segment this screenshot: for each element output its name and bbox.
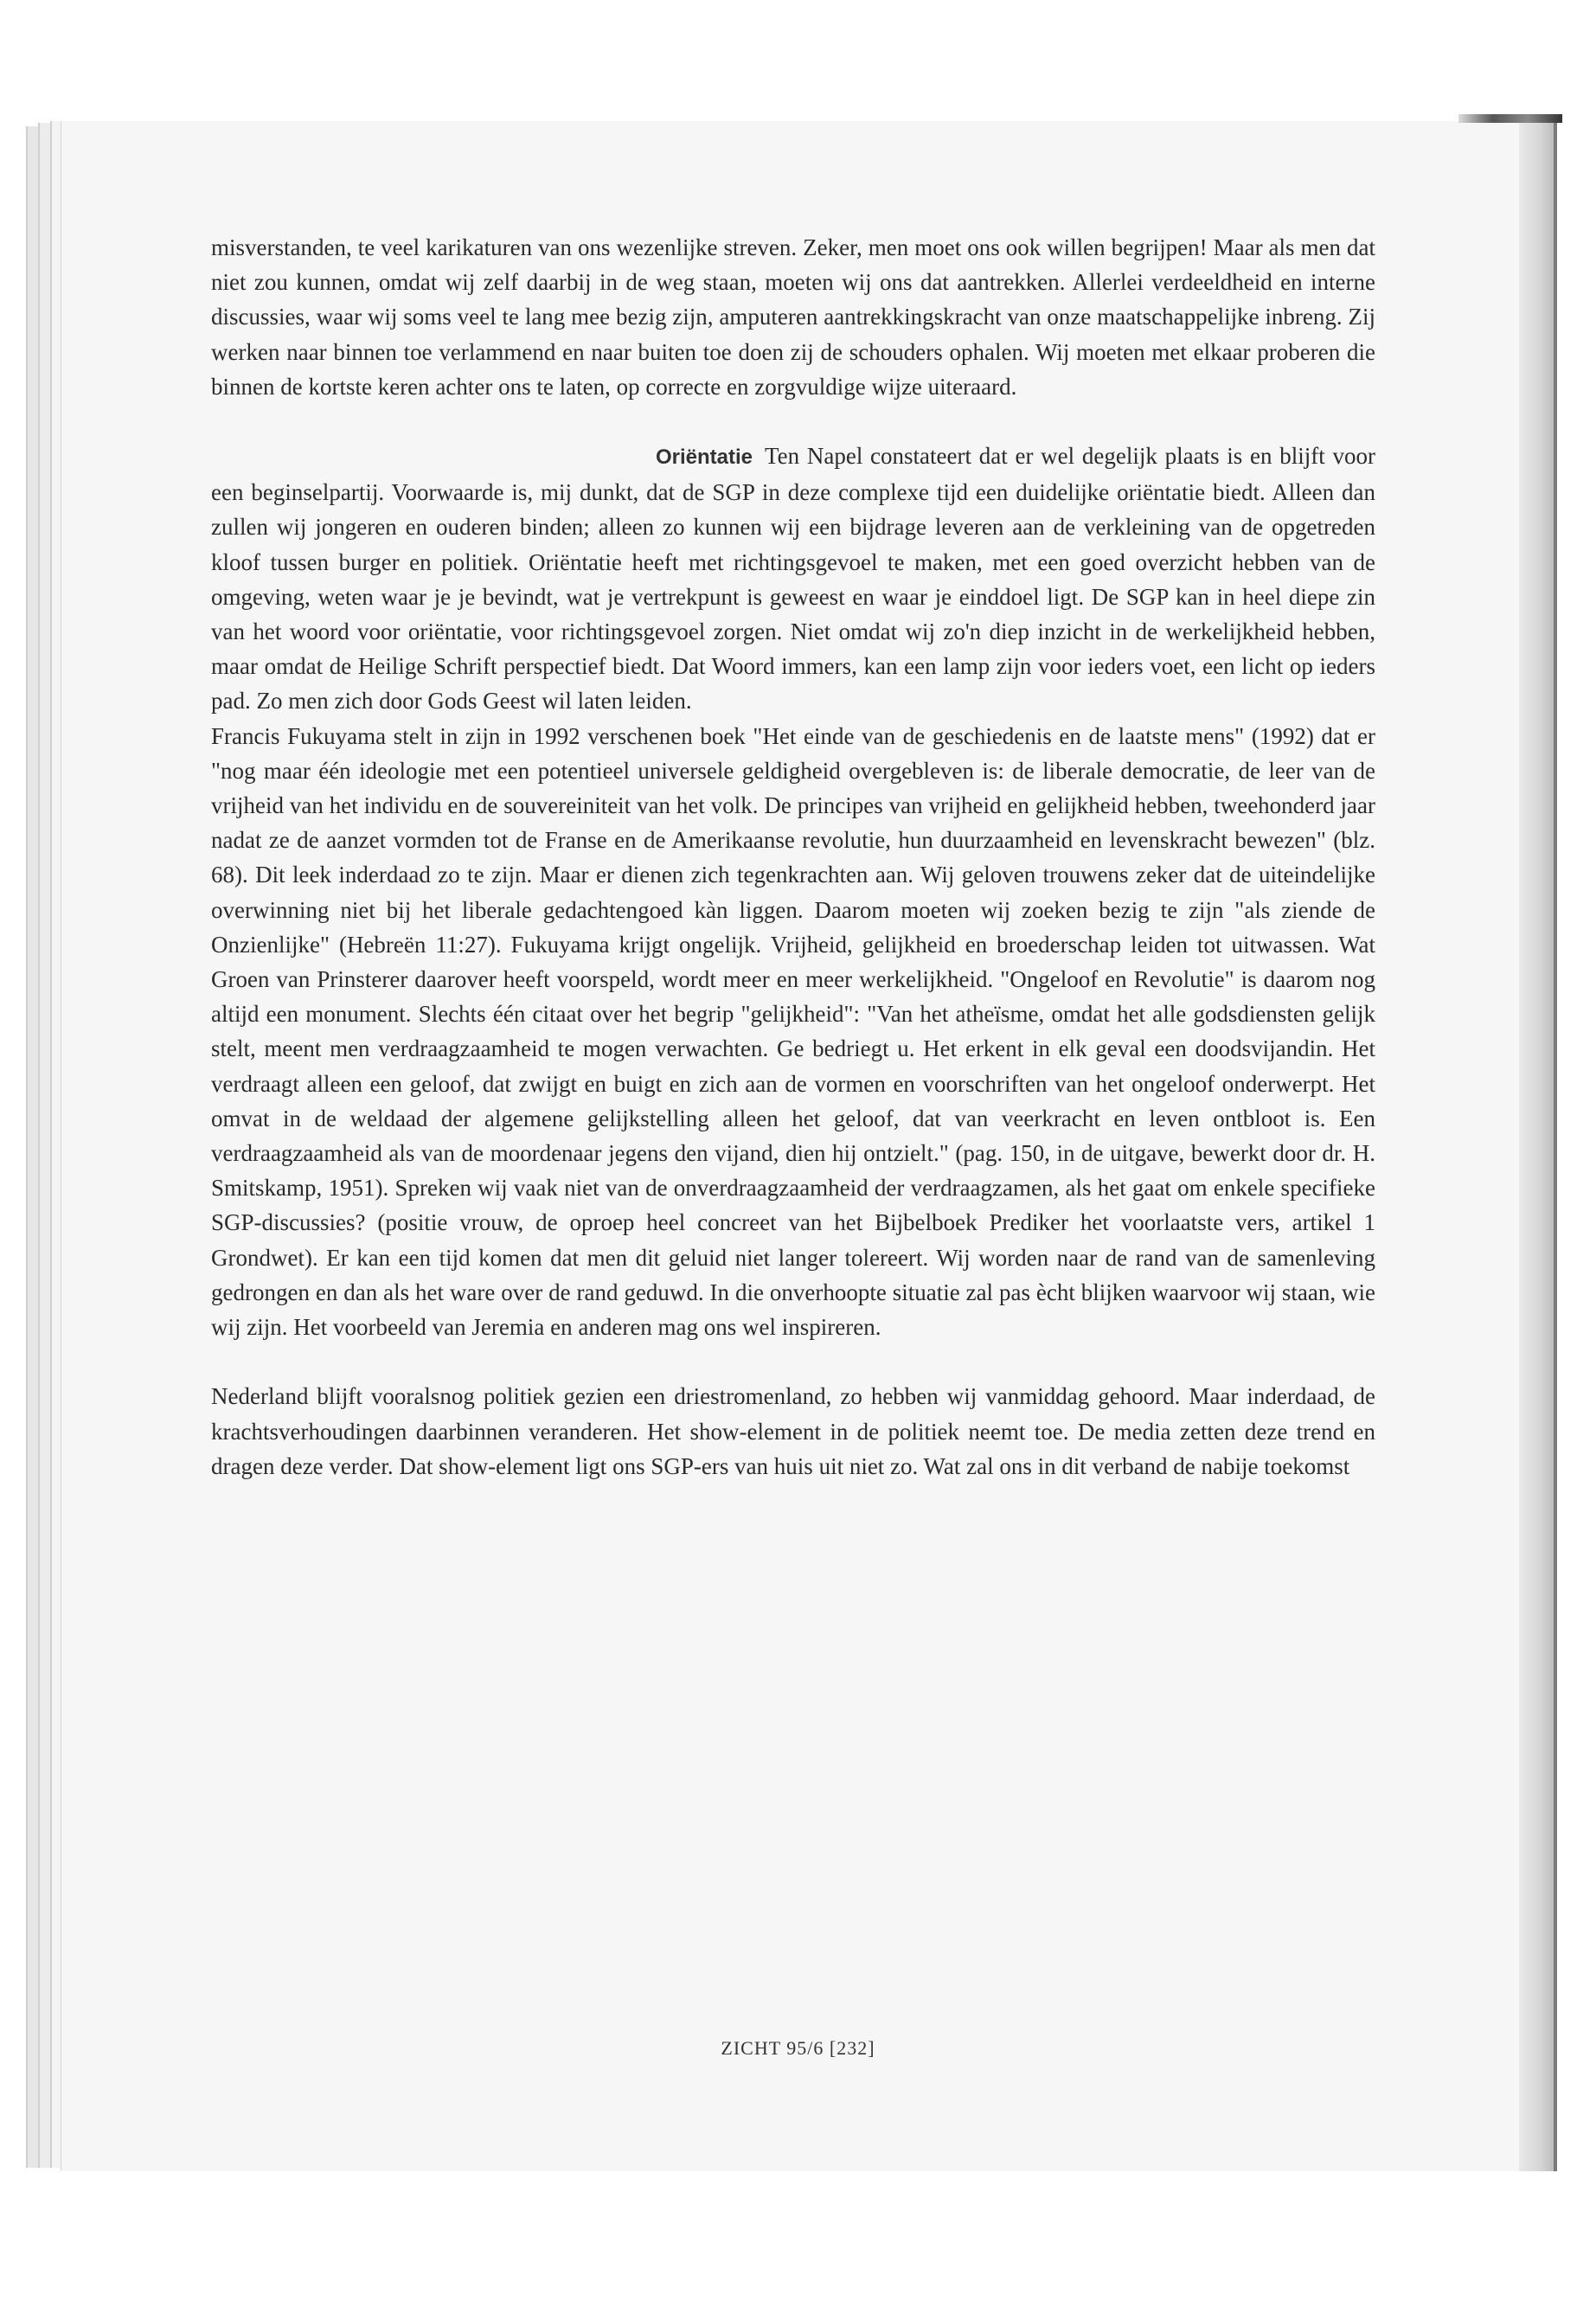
paragraph-nederland: Nederland blijft vooralsnog politiek gezien een driestromenland, zo hebben wij vanmiddag gehoord. Maar inderdaad, de krachtsverhoudingen daarbinnen veranderen. Het show-element in de politiek neemt toe. De media zetten deze trend en dragen deze verder. Dat show-element ligt ons SGP-ers van huis uit niet zo. Wat zal ons in dit verband de nabije toekomst <box>211 1383 1375 1479</box>
book-top-edge <box>1458 114 1562 123</box>
paragraph-orientatie-text: Ten Napel constateert dat er wel degelijk plaats is en blijft voor een beginselpartij. Voorwaarde is, mij dunkt, dat de SGP in deze complexe tijd een duidelijke oriëntatie biedt. Alleen dan zullen wij jongeren en ouderen binden; alleen zo kunnen wij een bijdrage leveren aan de verkleining van de opgetreden kloof tussen burger en politiek. Oriëntatie heeft met richtingsgevoel te maken, met een goed overzicht hebben van de omgeving, weten waar je je bevindt, wat je vertrekpunt is geweest en waar je einddoel ligt. De SGP kan in heel diepe zin van het woord voor oriëntatie, voor richtingsgevoel zorgen. Niet omdat wij zo'n diep inzicht in de werkelijkheid hebben, maar omdat de Heilige Schrift perspectief biedt. Dat Woord immers, kan een lamp zijn voor ieders voet, een licht op ieders pad. Zo men zich door Gods Geest wil laten leiden. <box>211 443 1375 715</box>
paragraph-fukuyama: Francis Fukuyama stelt in zijn in 1992 verschenen boek "Het einde van de geschiedenis en de laatste mens" (1992) dat er "nog maar één ideologie met een potentieel universele geldigheid overgebleven is: de liberale democratie, de leer van de vrijheid van het individu en de souvereiniteit van het volk. De principes van vrijheid en gelijkheid hebben, tweehonderd jaar nadat ze de aanzet vormden tot de Franse en de Amerikaanse revolutie, hun duurzaamheid en levenskracht bewezen" (blz. 68). Dit leek inderdaad zo te zijn. Maar er dienen zich tegenkrachten aan. Wij geloven trouwens zeker dat de uiteindelijke overwinning niet bij het liberale gedachtengoed kàn liggen. Daarom moeten wij zoeken bezig te zijn "als ziende de Onzienlijke" (Hebreën 11:27). Fukuyama krijgt ongelijk. Vrijheid, gelijkheid en broederschap leiden tot uitwassen. Wat Groen van Prinsterer daarover heeft voorspeld, wordt meer en meer werkelijkheid. "Ongeloof en Revolutie" is daarom nog altijd een monument. Slechts één citaat over het begrip "gelijkheid": "Van het atheïsme, omdat het alle godsdiensten gelijk stelt, meent men verdraagzaamheid te mogen verwachten. Ge bedriegt u. Het erkent in elk geval een doodsvijandin. Het verdraagt alleen een geloof, dat zwijgt en buigt en zich aan de vormen en voorschriften van het ongeloof onderwerpt. Het omvat in de weldaad der algemene gelijkstelling alleen het geloof, dat van veerkracht en leven ontbloot is. Een verdraagzaamheid als van de moordenaar jegens den vijand, dien hij ontzielt." (pag. 150, in de uitgave, bewerkt door dr. H. Smitskamp, 1951). Spreken wij vaak niet van de onverdraagzaamheid der verdraagzamen, als het gaat om enkele specifieke SGP-discussies? (positie vrouw, de oproep heel concreet van het Bijbelboek Prediker het voorlaatste vers, artikel 1 Grondwet). Er kan een tijd komen dat men dit geluid niet langer tolereert. Wij worden naar de rand van de samenleving gedrongen en dan als het ware over de rand geduwd. In die onverhoopte situatie zal pas ècht blijken waarvoor wij staan, wie wij zijn. Het voorbeeld van Jeremia en anderen mag ons wel inspireren. <box>211 722 1375 1341</box>
body-text <box>211 230 1375 1484</box>
paragraph-orientatie <box>211 439 1375 719</box>
spine-edge <box>1554 121 1557 2171</box>
spine-shadow <box>1519 121 1554 2171</box>
section-heading-orientatie: Oriëntatie <box>656 445 753 470</box>
page-footer: ZICHT 95/6 [232] <box>721 2037 875 2059</box>
paragraph-intro: misverstanden, te veel karikaturen van ons wezenlijke streven. Zeker, men moet ons ook willen begrijpen! Maar als men dat niet zou kunnen, omdat wij zelf daarbij in de weg staan, moeten wij ons dat aantrekken. Allerlei verdeeldheid en interne discussies, waar wij soms veel te lang mee bezig zijn, amputeren aantrekkingskracht van onze maatschappelijke inbreng. Zij werken naar binnen toe verlammend en naar buiten toe doen zij de schouders ophalen. Wij moeten met elkaar proberen die binnen de kortste keren achter ons te laten, op correcte en zorgvuldige wijze uiteraard. <box>211 234 1375 400</box>
